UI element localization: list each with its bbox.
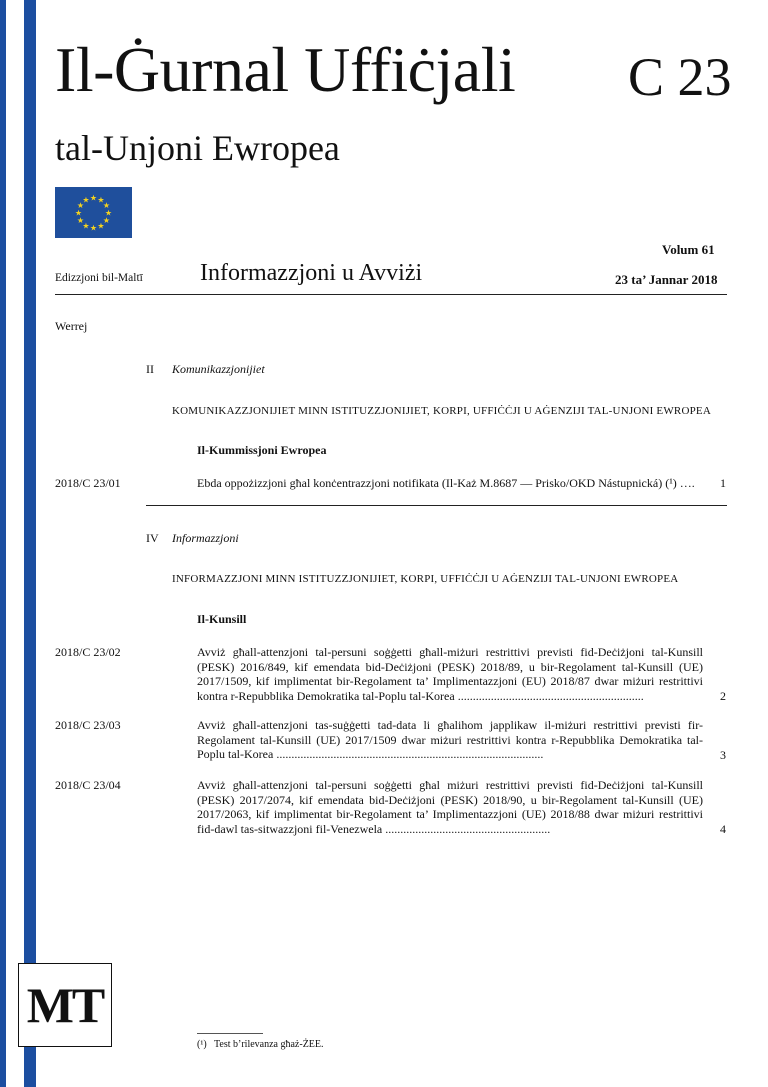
volume-label: Volum 61 xyxy=(662,242,715,257)
section-title: Informazzjoni u Avviżi xyxy=(200,260,423,286)
language-badge: MT xyxy=(18,963,112,1047)
footnote-rule xyxy=(197,1033,263,1034)
institution-heading: Il-Kunsill xyxy=(197,612,247,626)
svg-text:★: ★ xyxy=(82,195,90,205)
journal-series: C 23 xyxy=(628,47,732,107)
entry-page: 4 xyxy=(720,822,726,836)
svg-text:★: ★ xyxy=(82,221,90,231)
section-name: Informazzjoni xyxy=(172,531,239,545)
svg-text:★: ★ xyxy=(104,208,113,218)
svg-text:★: ★ xyxy=(89,193,98,203)
toc-entry[interactable] xyxy=(197,645,703,703)
section-heading: INFORMAZZJONI MINN ISTITUZZJONIJIET, KORPI, UFFIĊĊJI U AĠENZIJI TAL-UNJONI EWROPEA xyxy=(172,573,679,585)
section-heading: KOMUNIKAZZJONIJIET MINN ISTITUZZJONIJIET, KORPI, UFFIĊĊJI U AĠENZIJI TAL-UNJONI EWROPEA xyxy=(172,405,711,417)
section-divider xyxy=(146,505,727,506)
leader-dots: …. xyxy=(679,476,695,490)
section-roman: IV xyxy=(146,531,159,545)
header-rule xyxy=(55,294,727,295)
side-band-outer xyxy=(0,0,6,1087)
section-roman: II xyxy=(146,362,154,376)
toc-entry[interactable] xyxy=(197,778,703,836)
eu-flag-icon xyxy=(55,187,132,238)
entry-page: 2 xyxy=(720,689,726,703)
entry-text: Avviż għall-attenzjoni tas-suġġetti tad-data li għalihom japplikaw il-miżuri restrittivi previsti fir-Regolament tal-Kunsill (UE) 2017/1509 dwar miżuri restrittivi kontra r-Repubblika Demokratika tal-Poplu tal-Korea xyxy=(197,718,703,761)
journal-title: Il-Ġurnal Uffiċjali xyxy=(55,34,516,105)
toc-entry[interactable] xyxy=(197,476,703,491)
footnote-mark: (¹) xyxy=(197,1039,207,1050)
svg-text:★: ★ xyxy=(74,208,83,218)
section-name: Komunikazzjonijiet xyxy=(172,362,265,376)
entry-text: Avviż għall-attenzjoni tal-persuni soġġetti għall-miżuri restrittivi previsti fid-Deċiżjoni tal-Kunsill (PESK) 2016/849, kif emendata bid-Deċiżjoni (PESK) 2018/89, u bir-Regolament tal-Kunsill (UE) 2017/1509, kif implimentat bir-Regolament ta’ Implimentazzjoni (EU) 2018/87 dwar miżuri restrittivi kontra r-Repubblika Demokratika tal-Poplu tal-Korea xyxy=(197,645,703,703)
svg-text:★: ★ xyxy=(102,216,111,225)
entry-ref: 2018/C 23/04 xyxy=(55,778,121,792)
leader-dots: ......................................................................................... xyxy=(276,747,544,761)
entry-page: 3 xyxy=(720,748,726,762)
edition-label: Edizzjoni bil-Maltī xyxy=(55,272,143,284)
entry-ref: 2018/C 23/03 xyxy=(55,718,121,732)
entry-page: 1 xyxy=(720,476,726,490)
entry-ref: 2018/C 23/02 xyxy=(55,645,121,659)
footnote xyxy=(197,1039,324,1050)
entry-text: Avviż għall-attenzjoni tal-persuni soġġetti għal miżuri restrittivi previsti fid-Deċiżjoni tal-Kunsill (PESK) 2017/2074, kif emendata bid-Deċiżjoni (PESK) 2018/90, u bir-Regolament tal-Kunsill (UE) 2017/2063, kif implimentat bir-Regolament ta’ Implimentazzjoni (UE) 2018/88 dwar miżuri restrittivi fid-dawl tas-sitwazzjoni fil-Venezwela xyxy=(197,778,703,836)
entry-text: Ebda oppożizzjoni għal konċentrazzjoni notifikata (Il-Każ M.8687 — Prisko/OKD Nástupnická) (¹) xyxy=(197,476,677,490)
side-band-inner xyxy=(24,0,36,1087)
leader-dots: ....................................................... xyxy=(385,821,551,836)
contents-label: Werrej xyxy=(55,319,88,333)
footnote-text: Test b’rilevanza għaż-ŻEE. xyxy=(214,1039,324,1050)
journal-subtitle: tal-Unjoni Ewropea xyxy=(55,128,340,168)
svg-text:★: ★ xyxy=(89,223,98,233)
issue-date: 23 ta’ Jannar 2018 xyxy=(615,272,718,287)
svg-text:★: ★ xyxy=(97,195,105,205)
svg-text:★: ★ xyxy=(76,201,85,210)
institution-heading: Il-Kummissjoni Ewropea xyxy=(197,443,327,457)
leader-dots: .............................................................. xyxy=(457,688,644,703)
svg-text:★: ★ xyxy=(76,216,85,225)
entry-ref: 2018/C 23/01 xyxy=(55,476,121,490)
svg-text:★: ★ xyxy=(97,221,105,231)
svg-text:★: ★ xyxy=(102,201,111,210)
toc-entry[interactable] xyxy=(197,718,703,762)
